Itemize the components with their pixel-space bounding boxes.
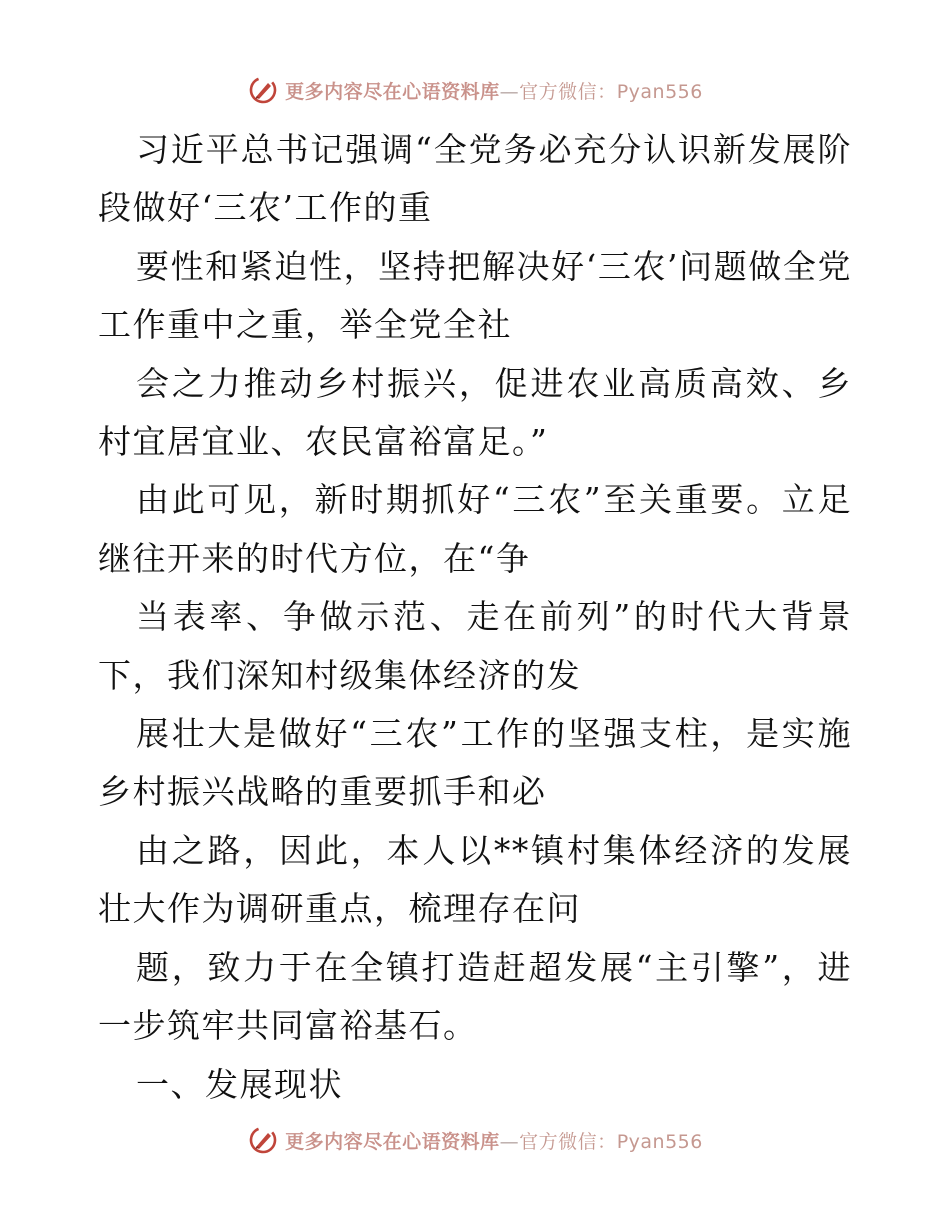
brush-pen-logo-icon <box>247 74 279 106</box>
brush-pen-logo-icon <box>247 1124 279 1156</box>
footer-watermark <box>0 1120 950 1160</box>
paragraph: 要性和紧迫性，坚持把解决好‘三农’问题做全党工作重中之重，举全党全社 <box>98 246 852 345</box>
watermark-text <box>285 1127 703 1154</box>
document-body <box>98 121 852 1114</box>
watermark-separator: — <box>499 1130 520 1153</box>
paragraph: 由之路，因此，本人以**镇村集体经济的发展壮大作为调研重点，梳理存在问 <box>98 830 852 929</box>
paragraph: 由此可见，新时期抓好“三农”至关重要。立足继往开来的时代方位，在“争 <box>98 480 852 578</box>
paragraph: 题，致力于在全镇打造赶超发展“主引擎”，进一步筑牢共同富裕基石。 <box>98 947 852 1046</box>
section-heading: 一、发展现状 <box>136 1064 343 1104</box>
watermark-wechat-label: 官方微信： <box>519 1130 617 1153</box>
watermark-wechat-id: Pyan556 <box>616 80 703 103</box>
paragraph: 习近平总书记强调“全党务必充分认识新发展阶段做好‘三农’工作的重 <box>98 130 852 228</box>
watermark-separator: — <box>499 80 520 103</box>
watermark-wechat-id: Pyan556 <box>616 1130 703 1153</box>
header-watermark <box>0 70 950 110</box>
paragraph: 展壮大是做好“三农”工作的坚强支柱，是实施乡村振兴战略的重要抓手和必 <box>98 714 852 812</box>
watermark-main-text: 更多内容尽在心语资料库 <box>285 1130 500 1153</box>
watermark-wechat-label: 官方微信： <box>519 80 617 103</box>
watermark-main-text: 更多内容尽在心语资料库 <box>285 80 500 103</box>
paragraph: 当表率、争做示范、走在前列”的时代大背景下，我们深知村级集体经济的发 <box>98 597 852 695</box>
watermark-text <box>285 77 703 104</box>
paragraph: 会之力推动乡村振兴，促进农业高质高效、乡村宜居宜业、农民富裕富足。” <box>98 363 852 462</box>
